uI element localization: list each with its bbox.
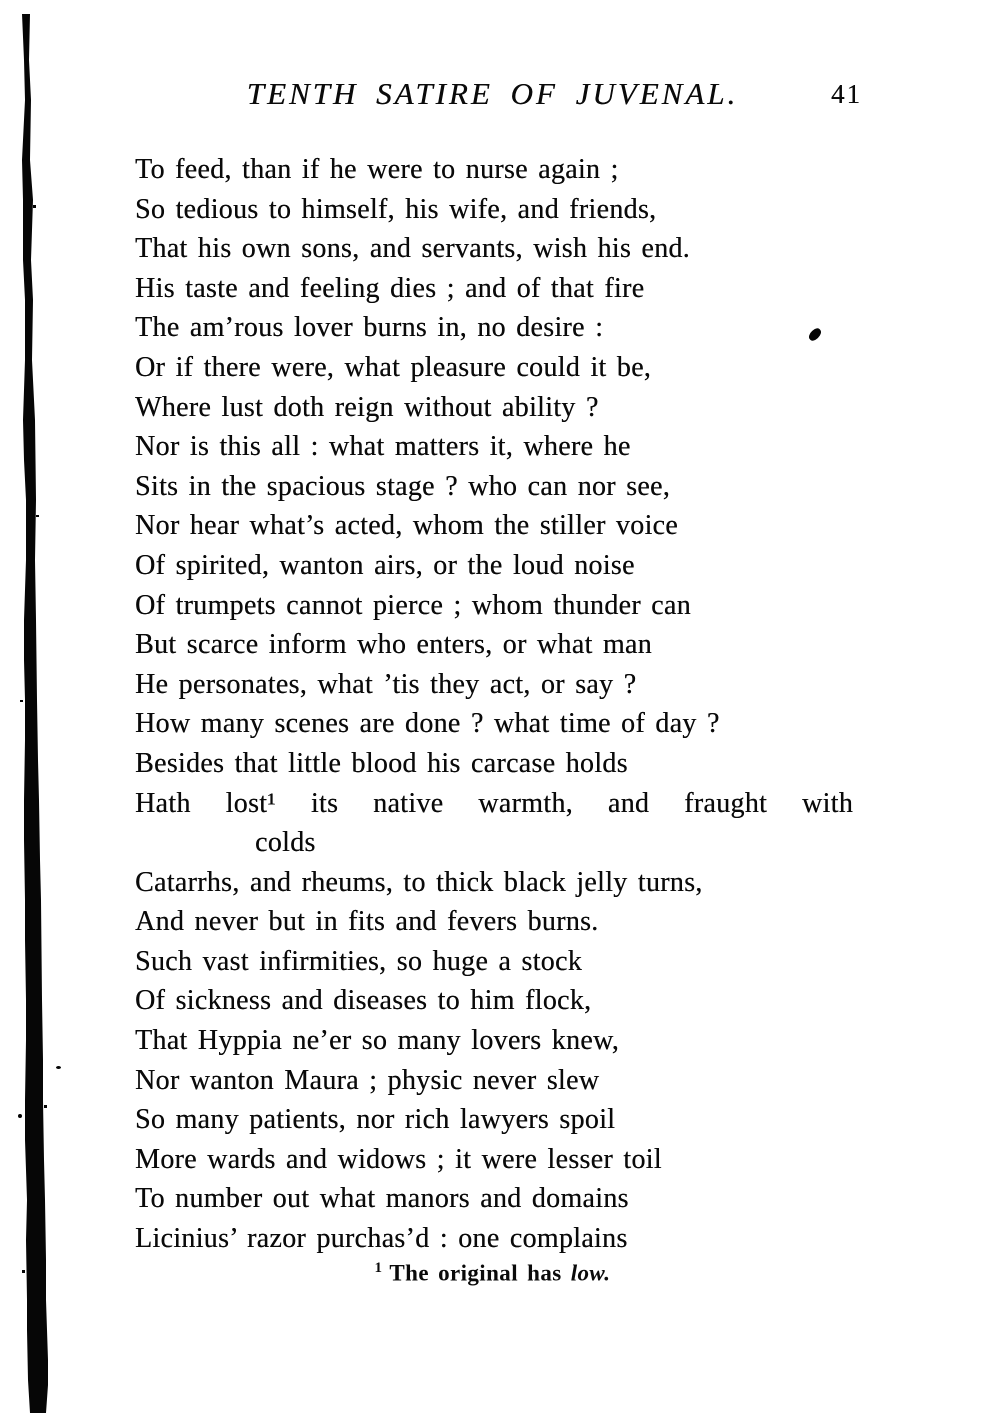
footnote xyxy=(135,1260,850,1287)
poem-line: More wards and widows ; it were lesser toil xyxy=(135,1143,662,1175)
poem-line: Of sickness and diseases to him flock, xyxy=(135,985,592,1017)
poem-line: Licinius’ razor purchas’d : one complains xyxy=(135,1223,628,1255)
poem-line: So many patients, nor rich lawyers spoil xyxy=(135,1104,616,1136)
poem-line-continuation: colds xyxy=(255,827,316,859)
poem-line: That Hyppia ne’er so many lovers knew, xyxy=(135,1025,620,1057)
poem-line: But scarce inform who enters, or what man xyxy=(135,629,652,661)
poem-line: He personates, what ’tis they act, or say ? xyxy=(135,668,637,700)
ink-speck xyxy=(56,1066,61,1069)
poem-line: Catarrhs, and rheums, to thick black jelly turns, xyxy=(135,866,703,898)
poem-body xyxy=(135,150,853,1259)
poem-line: Nor hear what’s acted, whom the stiller voice xyxy=(135,510,678,542)
footnote-emphasis: low. xyxy=(570,1260,611,1286)
poem-line: His taste and feeling dies ; and of that fire xyxy=(135,272,645,304)
footnote-text: The original has xyxy=(389,1260,562,1286)
poem-line: Sits in the spacious stage ? who can nor see, xyxy=(135,470,671,502)
poem-line: Of spirited, wanton airs, or the loud noise xyxy=(135,549,635,581)
poem-line: The am’rous lover burns in, no desire : xyxy=(135,312,604,344)
poem-line: How many scenes are done ? what time of day ? xyxy=(135,708,720,740)
poem-line: So tedious to himself, his wife, and friends, xyxy=(135,193,657,225)
page-title: TENTH SATIRE OF JUVENAL. xyxy=(246,76,739,111)
poem-line: Or if there were, what pleasure could it be, xyxy=(135,351,652,383)
poem-line: Besides that little blood his carcase holds xyxy=(135,747,628,779)
poem-line: And never but in fits and fevers burns. xyxy=(135,906,599,938)
page-number: 41 xyxy=(831,79,862,109)
running-header xyxy=(135,76,862,118)
ink-speck xyxy=(18,1114,22,1118)
footnote-marker: 1 xyxy=(374,1260,383,1276)
poem-line: Nor is this all : what matters it, where he xyxy=(135,431,631,463)
poem-line: That his own sons, and servants, wish his end. xyxy=(135,233,690,265)
poem-line: To feed, than if he were to nurse again ; xyxy=(135,154,619,185)
binding-shadow-artifact xyxy=(0,0,60,1427)
poem-line: Where lust doth reign without ability ? xyxy=(135,391,599,423)
poem-line: Of trumpets cannot pierce ; whom thunder can xyxy=(135,589,691,621)
poem-line: To number out what manors and domains xyxy=(135,1183,629,1215)
poem-line: Nor wanton Maura ; physic never slew xyxy=(135,1064,600,1096)
poem-line: Hath lost¹ its native warmth, and fraught with xyxy=(135,787,853,819)
poem-line: Such vast infirmities, so huge a stock xyxy=(135,945,583,977)
